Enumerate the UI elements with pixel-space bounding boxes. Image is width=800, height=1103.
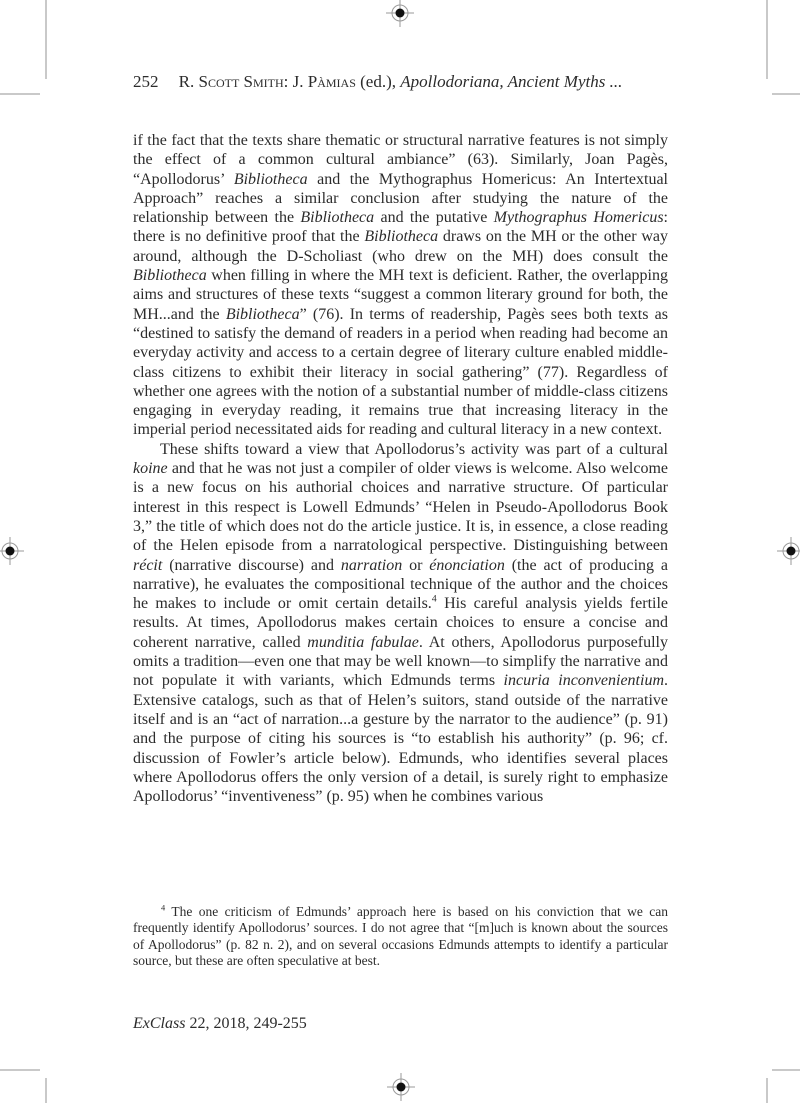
journal-footer: ExClass 22, 2018, 249-255 — [133, 1015, 307, 1032]
registration-mark-icon — [386, 0, 414, 27]
running-title: R. Scott Smith: J. Pàmias (ed.), Apollodoriana, Ancient Myths ... — [178, 72, 623, 91]
running-header — [133, 72, 668, 92]
crop-mark — [766, 1078, 768, 1103]
body-text — [133, 131, 668, 806]
crop-mark — [772, 1069, 800, 1071]
crop-mark — [0, 1069, 40, 1071]
page-number: 252 — [133, 72, 159, 91]
crop-mark — [766, 0, 768, 79]
registration-mark-icon — [387, 1073, 415, 1101]
crop-mark — [0, 93, 40, 95]
paragraph: if the fact that the texts share thematic or structural narrative features is not simply the effect of a common cultural ambiance” (63). Similarly, Joan Pagès, “Apollodorus’ Bibliotheca and the Mythographus Homericus: An Intertextual Approach” reaches a similar conclusion after studying the nature of the relationship between the Bibliotheca and the putative Mythographus Homericus: there is no definitive proof that the Bibliotheca draws on the MH or the other way around, although the D-Scholiast (who drew on the MH) does consult the Bibliotheca when filling in where the MH text is deficient. Rather, the overlapping aims and structures of these texts “suggest a common literary ground for both, the MH...and the Bibliotheca” (76). In terms of readership, Pagès sees both texts as “destined to satisfy the demand of readers in a period when reading had become an everyday activity and access to a certain degree of literary culture enabled middle-class citizens to exhibit their literacy in social gathering” (77). Regardless of whether one agrees with the notion of a substantial number of middle-class citizens engaging in everyday reading, it remains true that increasing literacy in the imperial period necessitated aids for reading and cultural literacy in a new context. — [133, 132, 669, 439]
registration-mark-icon — [0, 537, 24, 565]
crop-mark — [772, 93, 800, 95]
paragraph: These shifts toward a view that Apollodorus’s activity was part of a cultural koine and that he was not just a compiler of older views is welcome. Also welcome is a new focus on his authorial choices and narrative structure. Of particular interest in this respect is Lowell Edmunds’ “Helen in Pseudo-Apollodorus Book 3,” the title of which does not do the article justice. It is, in essence, a close reading of the Helen episode from a narratological perspective. Distinguishing between récit (narrative discourse) and narration or énonciation (the act of producing a narrative), he evaluates the compositional technique of the author and the choices he makes to include or omit certain details.$^4$ His careful analysis yields fertile results. At times, Apollodorus makes certain choices to ensure a concise and coherent narrative, called munditia fabulae. At others, Apollodorus purposefully omits a tradition—even one that may be well known—to simplify the narrative and not populate it with variants, which Edmunds terms incuria inconvenientium. Extensive catalogs, such as that of Helen’s suitors, stand outside of the narrative itself and is an “act of narration...a gesture by the narrator to the audience” (p. 91) and the purpose of citing his sources is “to establish his authority” (p. 96; cf. discussion of Fowler’s article below). Edmunds, who identifies several places where Apollodorus offers the only version of a detail, is surely right to emphasize Apollodorus’ “inventiveness” (p. 95) when he combines various — [133, 440, 669, 806]
crop-mark — [45, 1078, 47, 1103]
registration-mark-icon — [777, 537, 800, 565]
crop-mark — [45, 0, 47, 79]
footnote: $^4$ The one criticism of Edmunds’ approach here is based on his conviction that we can frequently identify Apollodorus’ sources. I do not agree that “[m]uch is known about the sources of Apollodorus” (p. 82 n. 2), and on several occasions Edmunds attempts to identify a particular source, but these are often speculative at best. — [133, 903, 668, 969]
